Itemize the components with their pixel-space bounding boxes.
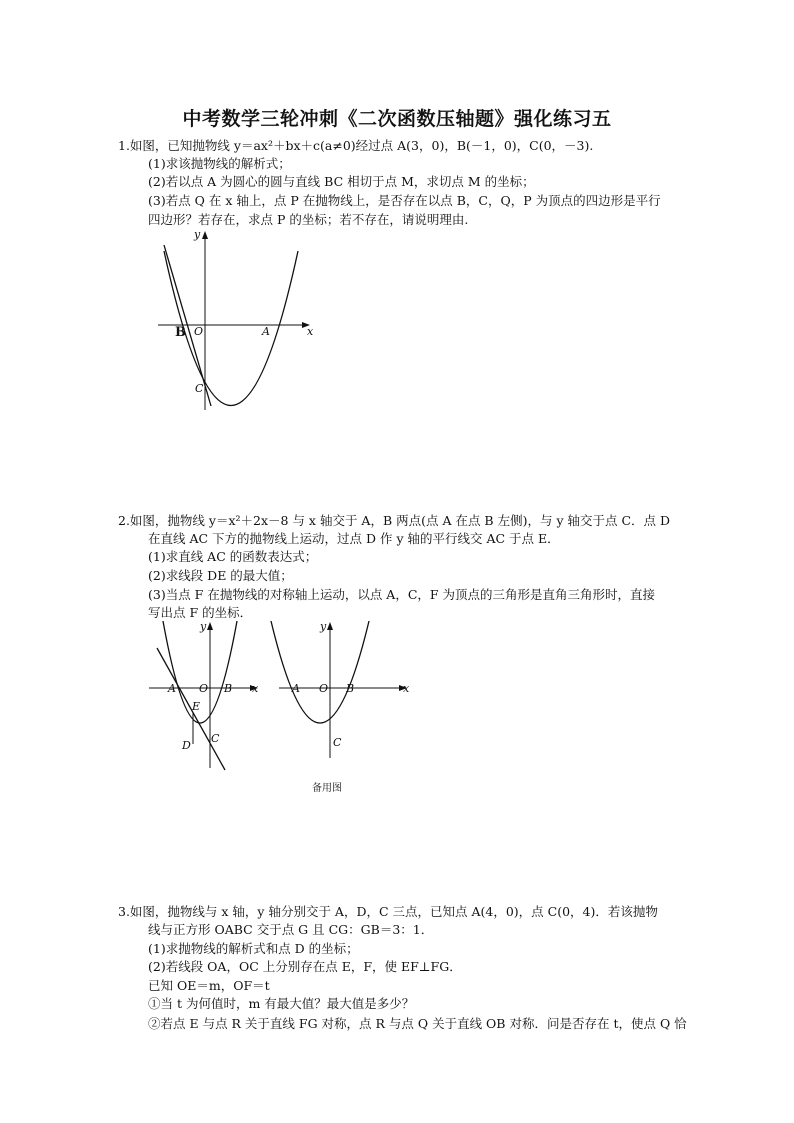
label-d: D xyxy=(182,739,191,752)
problem2-figure-main xyxy=(145,618,275,778)
y-axis-arrow xyxy=(327,622,333,630)
problem3-line4: (2)若线段 OA，OC 上分别存在点 E，F，使 EF⊥FG． xyxy=(148,959,462,974)
backup-figure-caption: 备用图 xyxy=(312,783,342,794)
label-y: y xyxy=(200,620,207,633)
problem3-line7: ②若点 E 与点 R 关于直线 FG 对称，点 R 与点 Q 关于直线 OB 对称．问是否存在 t，使点 Q 恰 xyxy=(148,1016,687,1031)
problem3-line3: (1)求抛物线的解析式和点 D 的坐标； xyxy=(148,941,359,956)
label-c: C xyxy=(333,736,342,749)
label-o: O xyxy=(319,682,329,695)
label-a: A xyxy=(168,682,176,695)
problem1-line1: 1.如图，已知抛物线 y＝ax²＋bx＋c(a≠0)经过点 A(3，0)，B(－1，0)，C(0，－3). xyxy=(118,138,594,153)
problem3-line1: 3.如图，抛物线与 x 轴，y 轴分别交于 A，D，C 三点，已知点 A(4，0)，点 C(0，4)．若该抛物 xyxy=(118,904,658,919)
y-axis-arrow xyxy=(202,231,208,239)
label-y: y xyxy=(194,228,201,241)
label-x: x xyxy=(252,682,259,695)
label-b: B xyxy=(224,682,233,695)
label-o: O xyxy=(194,325,204,338)
y-axis-arrow xyxy=(207,622,213,630)
label-o: O xyxy=(199,682,209,695)
problem3-line5: 已知 OE＝m，OF＝t xyxy=(148,978,270,993)
label-a: A xyxy=(262,325,270,338)
problem1-line3: (2)若以点 A 为圆心的圆与直线 BC 相切于点 M，求切点 M 的坐标； xyxy=(148,174,535,189)
label-c: C xyxy=(211,732,220,745)
problem1-figure xyxy=(150,225,320,415)
problem2-figure-backup xyxy=(265,618,415,768)
label-x: x xyxy=(403,682,410,695)
problem2-line5: (3)当点 F 在抛物线的对称轴上运动，以点 A，C，F 为顶点的三角形是直角三角形时，直接 xyxy=(148,587,656,602)
problem2-line6: 写出点 F 的坐标． xyxy=(148,605,253,620)
problem3-line2: 线与正方形 OABC 交于点 G 且 CG：GB＝3：1． xyxy=(148,922,434,937)
label-b: B xyxy=(346,682,355,695)
label-a: A xyxy=(292,682,300,695)
label-x: x xyxy=(307,325,314,338)
problem1-line4: (3)若点 Q 在 x 轴上，点 P 在抛物线上，是否存在以点 B，C，Q，P 为顶点的四边形是平行 xyxy=(148,193,661,208)
problem2-line4: (2)求线段 DE 的最大值； xyxy=(148,568,293,583)
problem2-line3: (1)求直线 AC 的函数表达式； xyxy=(148,549,318,564)
problem1-line2: (1)求该抛物线的解析式； xyxy=(148,156,291,171)
label-b: B xyxy=(175,325,186,340)
page-title: 中考数学三轮冲刺《二次函数压轴题》强化练习五 xyxy=(182,108,612,130)
problem3-line6: ①当 t 为何值时，m 有最大值？最大值是多少？ xyxy=(148,996,415,1011)
label-y: y xyxy=(320,620,327,633)
line-ac xyxy=(157,648,225,770)
label-c: C xyxy=(195,382,204,395)
parabola xyxy=(271,621,369,723)
problem2-line1: 2.如图，抛物线 y＝x²＋2x－8 与 x 轴交于 A，B 两点(点 A 在点 B 左侧)，与 y 轴交于点 C．点 D xyxy=(118,513,671,528)
problem1-line5: 四边形？若存在，求点 P 的坐标；若不存在，请说明理由. xyxy=(148,212,469,227)
problem2-line2: 在直线 AC 下方的抛物线上运动，过点 D 作 y 轴的平行线交 AC 于点 E． xyxy=(148,531,560,546)
label-e: E xyxy=(192,700,201,713)
